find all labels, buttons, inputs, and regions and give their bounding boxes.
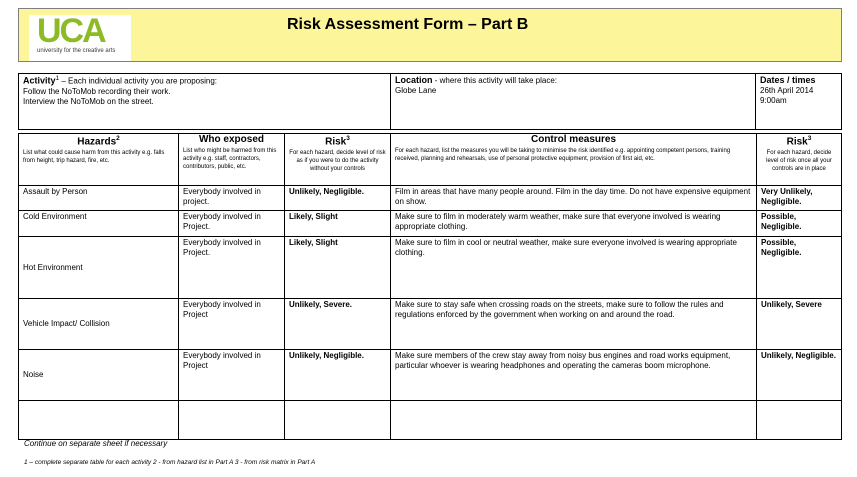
table-row: [19, 299, 842, 350]
col-risk-hint: For each hazard, decide level of risk as if you were to do the activity without your controls: [289, 150, 386, 173]
residual-risk-cell: Unlikely, Negligible.: [757, 350, 842, 401]
col-hazards: [19, 134, 179, 186]
dates-label: Dates / times: [760, 75, 816, 85]
risk-cell: Likely, Slight: [285, 237, 391, 299]
col-who: [179, 134, 285, 186]
col-hazards-label: Hazards: [77, 136, 117, 148]
location-label: Location: [395, 75, 433, 85]
who-cell: Everybody involved in Project.: [179, 237, 285, 299]
risk-cell: Unlikely, Severe.: [285, 299, 391, 350]
location-cell: [391, 74, 756, 130]
table-row: [19, 401, 842, 440]
who-cell: Everybody involved in Project: [179, 299, 285, 350]
page-title: Risk Assessment Form – Part B: [287, 16, 529, 33]
activity-line-2: Interview the NoToMob on the street.: [23, 96, 154, 106]
residual-risk-cell: Unlikely, Severe: [757, 299, 842, 350]
location-hint: - where this activity will take place:: [432, 76, 557, 85]
control-cell: Film in areas that have many people around. Film in the day time. Do not have expensive equipment on show.: [391, 186, 757, 211]
col-residual-sup: 3: [807, 135, 812, 142]
col-control: [391, 134, 757, 186]
table-row: [19, 186, 842, 211]
risk-cell: Unlikely, Negligible.: [285, 186, 391, 211]
col-residual-label: Risk: [786, 136, 808, 148]
activity-sup: 1: [55, 75, 60, 82]
residual-risk-cell: Very Unlikely, Negligible.: [757, 186, 842, 211]
who-cell: Everybody involved in Project: [179, 350, 285, 401]
residual-risk-cell: [757, 401, 842, 440]
col-risk-sup: 3: [346, 135, 350, 142]
table-row: [19, 211, 842, 237]
col-who-hint: List who might be harmed from this activity e.g. staff, contractors, contributors, public, etc.: [183, 148, 277, 170]
col-risk-label: Risk: [325, 136, 347, 148]
control-cell: Make sure members of the crew stay away from noisy bus engines and road works equipment, particular whoever is wearing headphones and operating the cameras boom microphone.: [391, 350, 757, 401]
hazard-cell: Vehicle Impact/ Collision: [19, 299, 179, 350]
table-row: [19, 237, 842, 299]
uca-logo: [29, 12, 131, 61]
control-cell: Make sure to film in moderately warm weather, make sure that everyone involved is wearing appropriate clothing.: [391, 211, 757, 237]
hazard-cell: Cold Environment: [19, 211, 179, 237]
risk-cell: Likely, Slight: [285, 211, 391, 237]
risk-cell: [285, 401, 391, 440]
residual-risk-cell: Possible, Negligible.: [757, 237, 842, 299]
col-hazards-sup: 2: [116, 135, 120, 142]
activity-line-1: Follow the NoToMob recording their work.: [23, 86, 171, 96]
col-control-label: Control measures: [530, 134, 617, 145]
col-who-label: Who exposed: [198, 134, 264, 145]
time-value: 9:00am: [760, 96, 787, 105]
logo-mark: UCA: [37, 12, 105, 50]
who-cell: Everybody involved in project.: [179, 186, 285, 211]
col-residual-risk: [757, 134, 842, 186]
activity-label: Activity: [23, 75, 56, 86]
dates-value: 26th April 2014: [760, 86, 814, 95]
col-residual-hint: For each hazard, decide level of risk once all your controls are in place: [766, 150, 832, 173]
footnotes: 1 – complete separate table for each activity 2 - from hazard list in Part A 3 - from risk matrix in Part A: [24, 459, 316, 466]
dates-cell: [756, 74, 842, 130]
col-risk: [285, 134, 391, 186]
activity-table: [18, 73, 842, 130]
continue-note: Continue on separate sheet if necessary: [24, 439, 168, 448]
activity-cell: [19, 74, 391, 130]
form-header: [18, 8, 842, 62]
logo-subtitle: university for the creative arts: [37, 48, 116, 54]
col-hazards-hint: List what could cause harm from this activity e.g. falls from height, trip hazard, fire, etc.: [23, 150, 165, 165]
table-row: [19, 350, 842, 401]
col-control-hint: For each hazard, list the measures you will be taking to minimise the risk identified e.g. appointing competent persons, training received, planning and rehearsals, use of personal protective equipment, provision of first aid, etc.: [395, 148, 731, 162]
hazard-cell: Assault by Person: [19, 186, 179, 211]
hazard-cell: Noise: [19, 350, 179, 401]
hazard-table: [18, 133, 842, 440]
activity-hint: – Each individual activity you are proposing:: [59, 76, 218, 86]
risk-cell: Unlikely, Negligible.: [285, 350, 391, 401]
hazard-cell: Hot Environment: [19, 237, 179, 299]
hazard-cell: [19, 401, 179, 440]
who-cell: [179, 401, 285, 440]
residual-risk-cell: Possible, Negligible.: [757, 211, 842, 237]
control-cell: Make sure to film in cool or neutral weather, make sure everyone involved is wearing appropriate clothing.: [391, 237, 757, 299]
hazard-table-header: [19, 134, 842, 186]
who-cell: Everybody involved in Project.: [179, 211, 285, 237]
control-cell: Make sure to stay safe when crossing roads on the streets, make sure to follow the rules and regulations enforced by the government when working on and around the road.: [391, 299, 757, 350]
control-cell: [391, 401, 757, 440]
location-value: Globe Lane: [395, 86, 437, 95]
